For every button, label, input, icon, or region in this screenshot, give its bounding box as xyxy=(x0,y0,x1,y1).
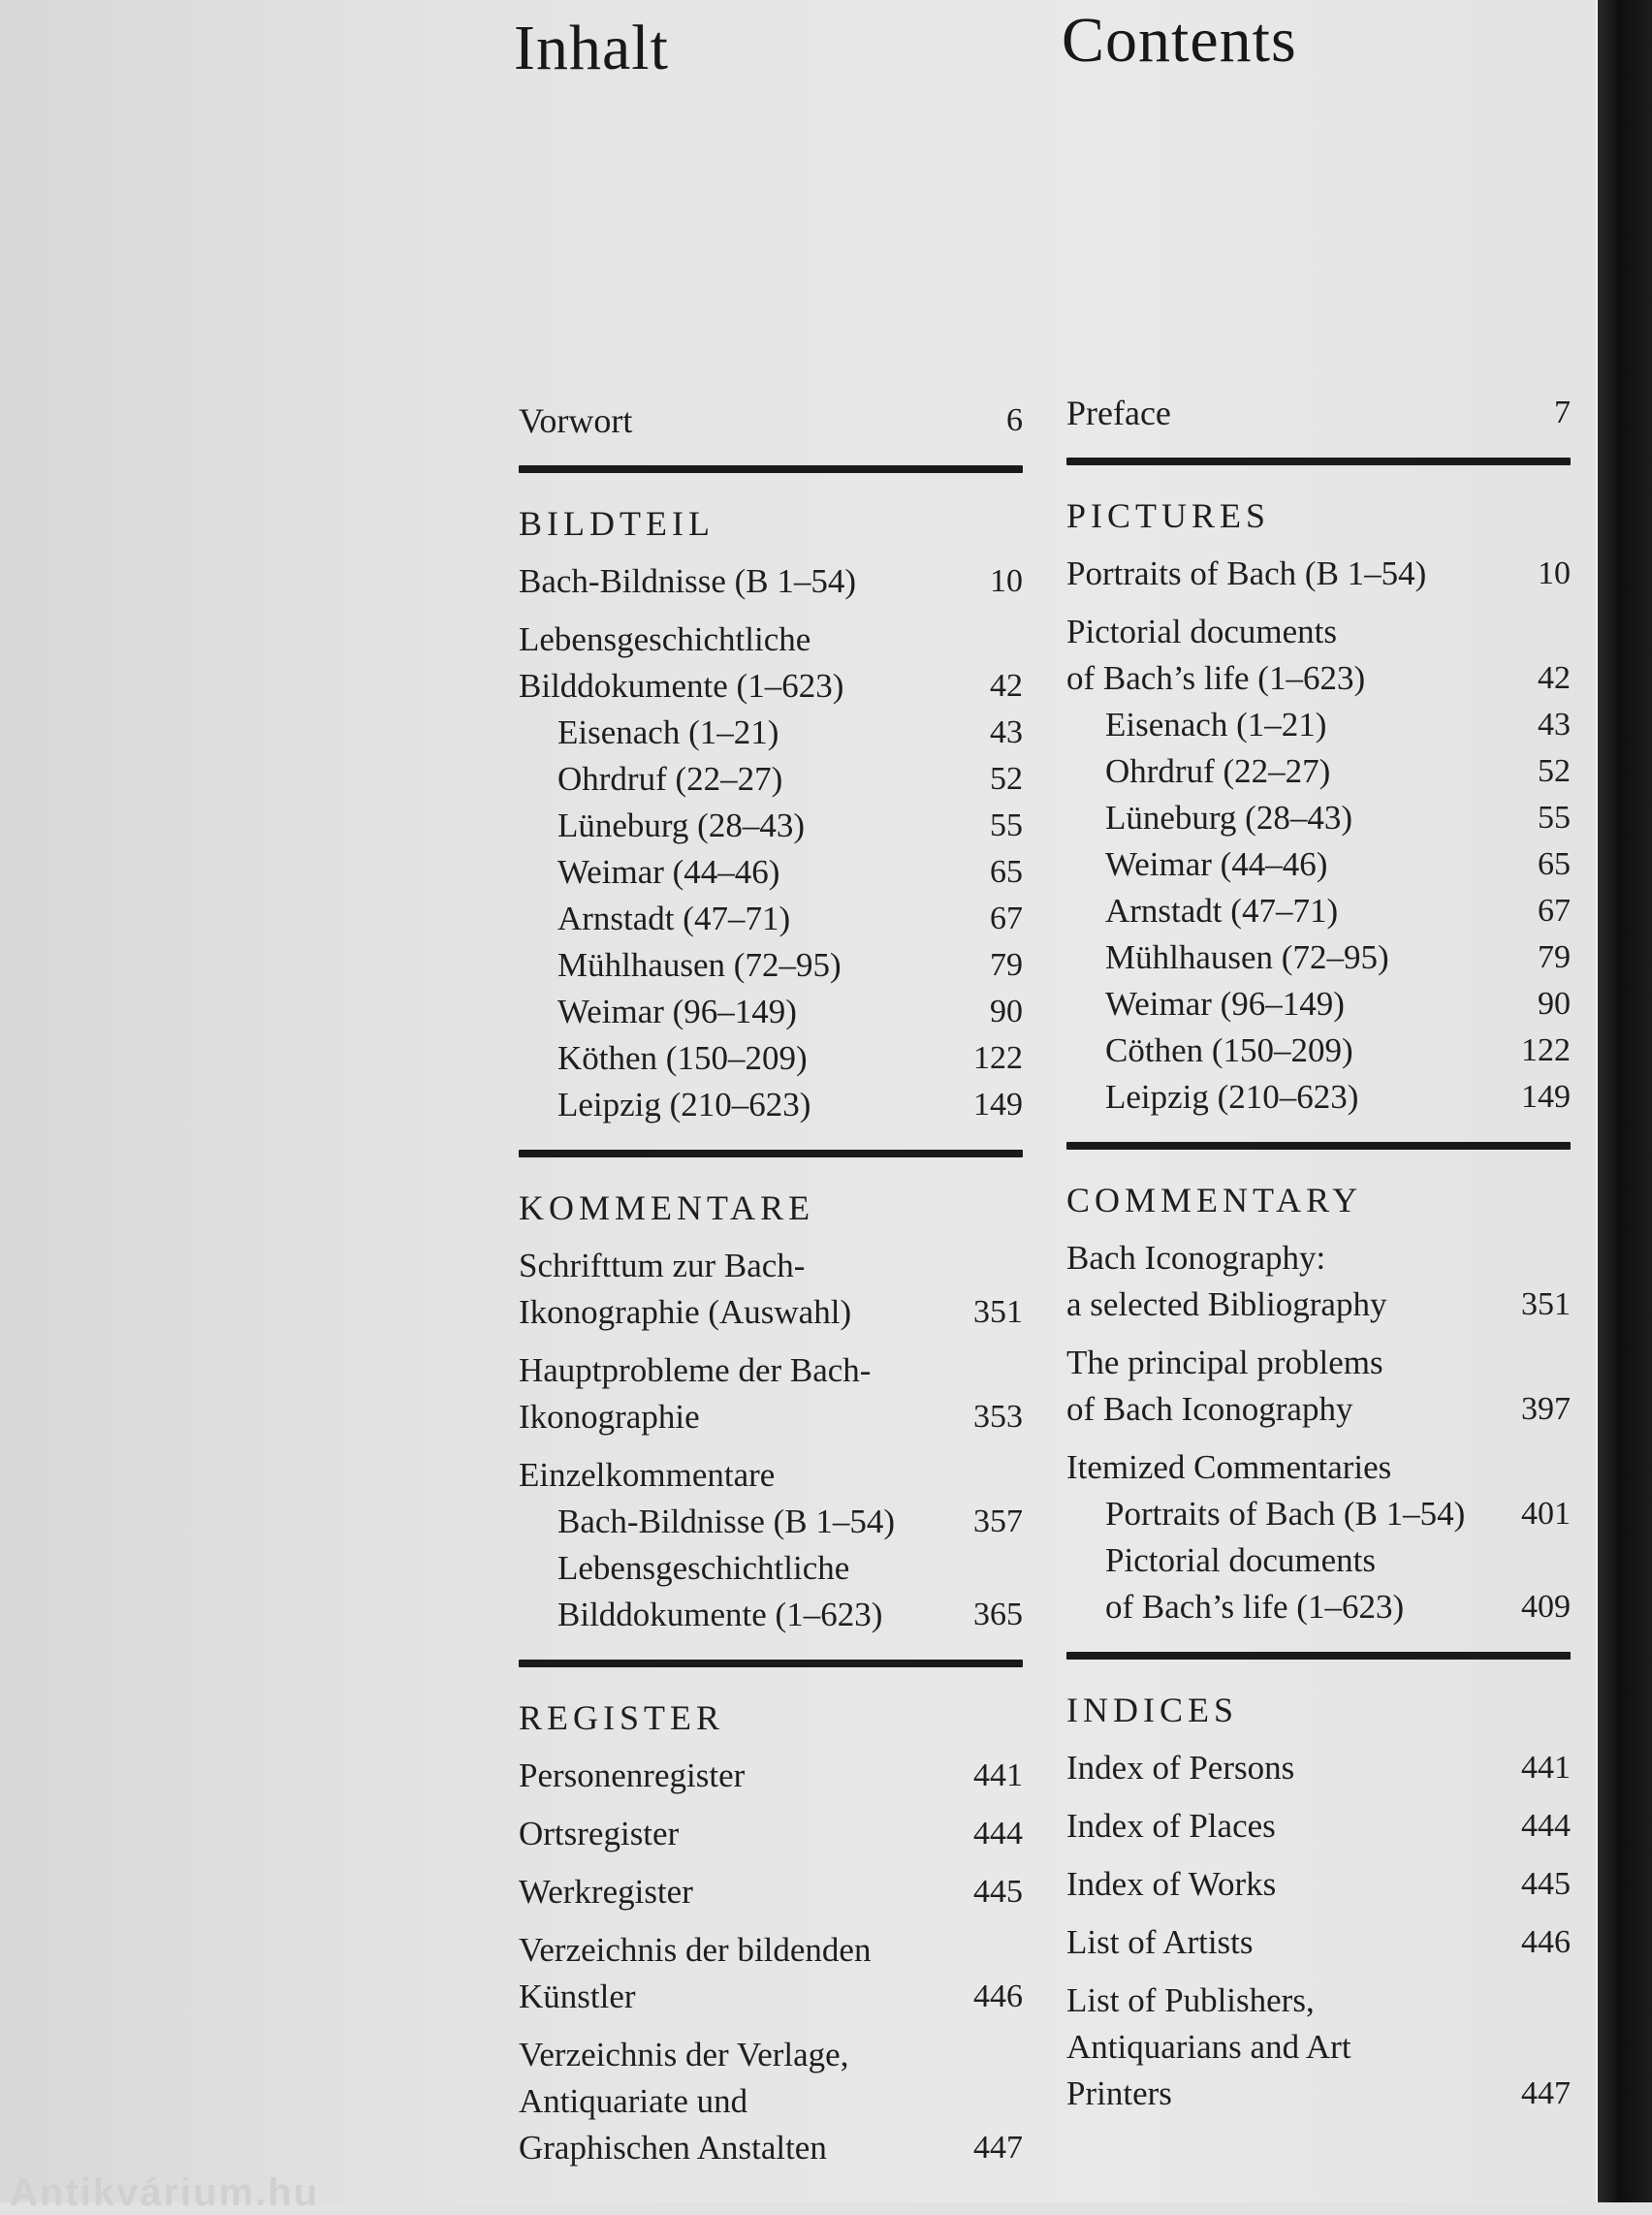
toc-entry xyxy=(519,1499,1023,1545)
toc-entry-page: 55 xyxy=(990,807,1023,843)
toc-entry-label: Eisenach (1–21) xyxy=(557,713,779,751)
toc-entry-page: 79 xyxy=(990,947,1023,983)
toc-entry xyxy=(1066,888,1571,934)
toc-entry-page: 52 xyxy=(1538,753,1571,789)
toc-entry-label: Schrifttum zur Bach- Ikonographie (Auswahl) xyxy=(519,1247,852,1331)
toc-entry-label: Index of Persons xyxy=(1066,1749,1295,1787)
toc-entry xyxy=(1066,1235,1571,1328)
toc-entry-label: Portraits of Bach (B 1–54) xyxy=(1066,554,1427,592)
toc-entry xyxy=(1066,1919,1571,1966)
toc-entry xyxy=(519,1347,1023,1440)
toc-entry-page: 441 xyxy=(1521,1750,1571,1786)
section-divider xyxy=(519,1150,1023,1157)
toc-entry xyxy=(1066,1803,1571,1850)
toc-entry-label: Verzeichnis der Verlage, Antiquariate und Graphischen Anstalten xyxy=(519,2036,849,2167)
toc-entry-label: Bach-Bildnisse (B 1–54) xyxy=(557,1503,896,1540)
toc-entry-label: Lüneburg (28–43) xyxy=(1105,799,1352,837)
toc-entry-page: 447 xyxy=(973,2130,1023,2166)
toc-entry-label: Lebensgeschichtliche Bilddokumente (1–623) xyxy=(557,1549,883,1633)
toc-entry-page: 79 xyxy=(1538,939,1571,975)
section-divider xyxy=(1066,1142,1571,1150)
toc-entry xyxy=(519,1452,1023,1499)
toc-entry-label: Arnstadt (47–71) xyxy=(1105,892,1339,930)
toc-entry xyxy=(1066,934,1571,981)
toc-entry-label: Mühlhausen (72–95) xyxy=(557,946,842,984)
toc-entry-label: Cöthen (150–209) xyxy=(1105,1031,1353,1069)
toc-entry xyxy=(1066,981,1571,1028)
toc-entry-page: 90 xyxy=(1538,986,1571,1022)
section-divider xyxy=(1066,458,1571,465)
toc-entry xyxy=(519,1035,1023,1082)
toc-entry-label: List of Artists xyxy=(1066,1923,1254,1961)
toc-entry-label: Leipzig (210–623) xyxy=(557,1086,811,1123)
toc-entry-page: 446 xyxy=(973,1978,1023,2014)
toc-entry-label: Index of Places xyxy=(1066,1807,1276,1845)
section-heading: PICTURES xyxy=(1066,496,1271,535)
toc-entry xyxy=(519,942,1023,989)
watermark: Antikvárium.hu xyxy=(10,2171,320,2214)
toc-entry-label: Eisenach (1–21) xyxy=(1105,706,1327,744)
toc-entry-label: Lebensgeschichtliche Bilddokumente (1–623) xyxy=(519,620,844,705)
toc-entry-page: 122 xyxy=(1521,1032,1571,1068)
toc-entry xyxy=(1066,1537,1571,1630)
toc-entry-page: 409 xyxy=(1521,1589,1571,1625)
toc-entry-page: 42 xyxy=(990,668,1023,704)
toc-entry xyxy=(1066,609,1571,702)
toc-entry-label: Arnstadt (47–71) xyxy=(557,900,791,937)
title-english: Contents xyxy=(1062,5,1297,76)
toc-entry-page: 43 xyxy=(1538,707,1571,743)
toc-entry xyxy=(519,849,1023,896)
toc-entry-page: 401 xyxy=(1521,1496,1571,1532)
toc-entry-page: 42 xyxy=(1538,660,1571,696)
toc-entry-label: Weimar (44–46) xyxy=(557,853,780,891)
toc-entry xyxy=(519,1927,1023,2020)
toc-entry-page: 447 xyxy=(1521,2075,1571,2111)
toc-entry xyxy=(1066,795,1571,841)
toc-entry-page: 122 xyxy=(973,1040,1023,1076)
toc-entry xyxy=(1066,1861,1571,1908)
toc-preface-row xyxy=(519,397,1023,444)
toc-entry xyxy=(1066,551,1571,597)
toc-entry-page: 351 xyxy=(973,1294,1023,1330)
toc-entry-label: Portraits of Bach (B 1–54) xyxy=(1105,1495,1466,1533)
toc-entry-page: 365 xyxy=(973,1597,1023,1632)
toc-entry xyxy=(519,1869,1023,1915)
toc-entry-label: Leipzig (210–623) xyxy=(1105,1078,1359,1116)
toc-entry-page: 10 xyxy=(1538,555,1571,591)
toc-entry-page: 444 xyxy=(973,1816,1023,1851)
toc-entry xyxy=(519,617,1023,710)
toc-entry xyxy=(519,1082,1023,1128)
toc-entry-page: 55 xyxy=(1538,800,1571,836)
toc-entry-page: 357 xyxy=(973,1503,1023,1539)
toc-entry xyxy=(519,1811,1023,1857)
toc-entry-page: 441 xyxy=(973,1757,1023,1793)
toc-entry-label: Pictorial documents of Bach’s life (1–623) xyxy=(1066,613,1366,697)
toc-entry-label: Lüneburg (28–43) xyxy=(557,807,805,844)
toc-entry xyxy=(1066,1444,1571,1491)
toc-entry-label: Einzelkommentare xyxy=(519,1456,776,1494)
section-heading: BILDTEIL xyxy=(519,504,715,543)
toc-entry-label: Hauptprobleme der Bach- Ikonographie xyxy=(519,1351,872,1436)
toc-entry xyxy=(519,1545,1023,1638)
toc-entry-label: Weimar (96–149) xyxy=(557,993,797,1030)
toc-entry-label: Personenregister xyxy=(519,1756,746,1794)
toc-entry xyxy=(1066,702,1571,748)
toc-entry-label: Ohrdruf (22–27) xyxy=(1105,752,1331,790)
toc-entry-page: 446 xyxy=(1521,1924,1571,1960)
section-divider xyxy=(519,1660,1023,1667)
toc-entry xyxy=(519,710,1023,756)
toc-entry-label: Verzeichnis der bildenden Künstler xyxy=(519,1931,872,2015)
toc-entry-page: 351 xyxy=(1521,1286,1571,1322)
toc-entry-label: Ortsregister xyxy=(519,1815,680,1852)
toc-entry-label: The principal problems of Bach Iconography xyxy=(1066,1344,1383,1428)
toc-preface-page: 7 xyxy=(1554,395,1571,430)
toc-entry xyxy=(519,558,1023,605)
toc-entry xyxy=(519,2032,1023,2171)
toc-entry-page: 65 xyxy=(990,854,1023,890)
toc-entry xyxy=(1066,1978,1571,2117)
book-cover-edge xyxy=(1598,0,1652,2202)
toc-entry-label: Ohrdruf (22–27) xyxy=(557,760,783,798)
toc-entry-label: Pictorial documents of Bach’s life (1–623) xyxy=(1105,1541,1405,1626)
toc-entry xyxy=(1066,841,1571,888)
section-heading: INDICES xyxy=(1066,1691,1238,1729)
title-german: Inhalt xyxy=(514,13,669,83)
toc-entry-label: Bach-Bildnisse (B 1–54) xyxy=(519,562,857,600)
toc-entry-page: 67 xyxy=(1538,893,1571,929)
toc-preface-page: 6 xyxy=(1006,402,1023,438)
toc-entry xyxy=(519,989,1023,1035)
toc-entry xyxy=(519,896,1023,942)
toc-entry-page: 65 xyxy=(1538,846,1571,882)
toc-entry-page: 397 xyxy=(1521,1391,1571,1427)
toc-entry-label: Weimar (96–149) xyxy=(1105,985,1345,1023)
toc-entry-page: 90 xyxy=(990,994,1023,1029)
toc-entry xyxy=(1066,1028,1571,1074)
toc-entry-label: Bach Iconography: a selected Bibliography xyxy=(1066,1239,1387,1323)
toc-entry-page: 149 xyxy=(1521,1079,1571,1115)
toc-entry xyxy=(1066,1074,1571,1121)
toc-entry-page: 445 xyxy=(973,1874,1023,1910)
toc-entry-page: 445 xyxy=(1521,1866,1571,1902)
section-divider xyxy=(519,465,1023,473)
toc-entry-page: 444 xyxy=(1521,1808,1571,1844)
toc-entry-page: 149 xyxy=(973,1087,1023,1123)
toc-entry-label: Index of Works xyxy=(1066,1865,1277,1903)
toc-preface-row xyxy=(1066,390,1571,436)
toc-entry-page: 10 xyxy=(990,563,1023,599)
toc-entry xyxy=(1066,1340,1571,1433)
toc-entry-label: Itemized Commentaries xyxy=(1066,1448,1392,1486)
toc-entry-label: List of Publishers, Antiquarians and Art Printers xyxy=(1066,1981,1351,2112)
toc-entry xyxy=(1066,1491,1571,1537)
toc-entry-label: Weimar (44–46) xyxy=(1105,845,1328,883)
toc-entry xyxy=(1066,748,1571,795)
toc-entry xyxy=(519,803,1023,849)
toc-preface-label: Vorwort xyxy=(519,401,633,440)
section-divider xyxy=(1066,1652,1571,1660)
toc-entry xyxy=(1066,1745,1571,1791)
toc-entry xyxy=(519,1753,1023,1799)
toc-entry-label: Mühlhausen (72–95) xyxy=(1105,938,1389,976)
toc-entry-label: Köthen (150–209) xyxy=(557,1039,808,1077)
section-heading: COMMENTARY xyxy=(1066,1181,1363,1219)
toc-entry-label: Werkregister xyxy=(519,1873,693,1911)
toc-entry-page: 353 xyxy=(973,1399,1023,1435)
toc-entry xyxy=(519,1243,1023,1336)
toc-entry-page: 52 xyxy=(990,761,1023,797)
toc-entry-page: 67 xyxy=(990,901,1023,936)
toc-entry xyxy=(519,756,1023,803)
section-heading: KOMMENTARE xyxy=(519,1188,815,1227)
section-heading: REGISTER xyxy=(519,1698,725,1737)
toc-column-english xyxy=(1066,390,1571,2117)
toc-entry-page: 43 xyxy=(990,714,1023,750)
toc-preface-label: Preface xyxy=(1066,394,1171,432)
toc-column-german xyxy=(519,397,1023,2171)
